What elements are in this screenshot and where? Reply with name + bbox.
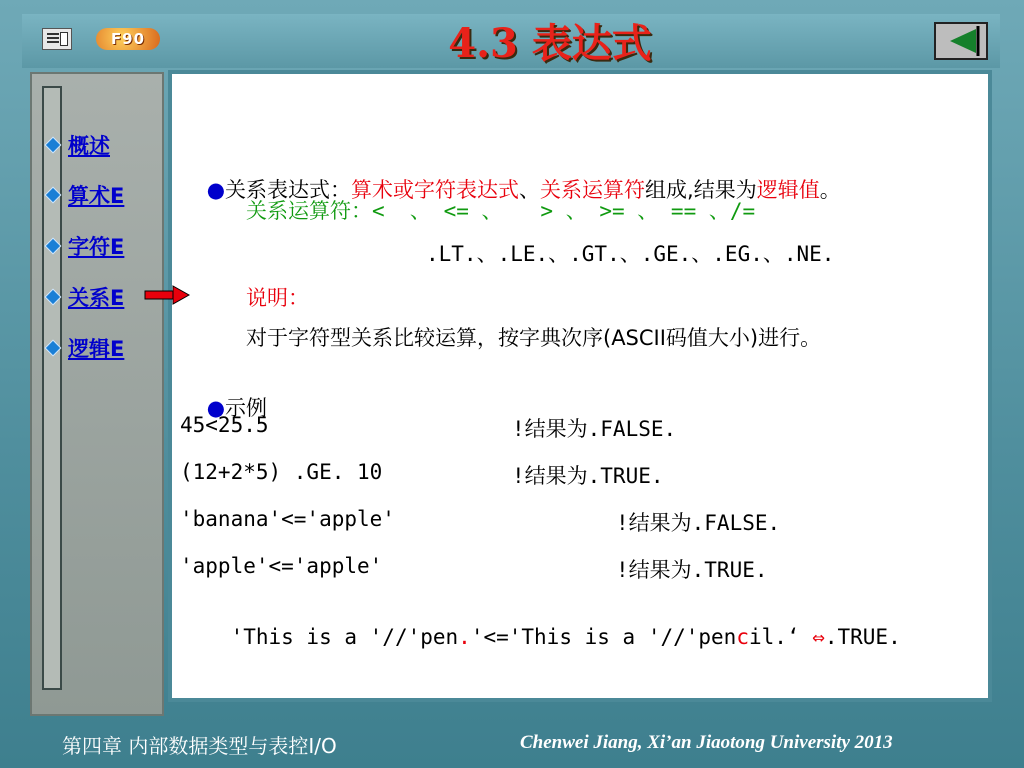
- diamond-bullet-icon: [46, 341, 60, 355]
- diamond-bullet-icon: [46, 239, 60, 253]
- sidebar-item-label[interactable]: 逻辑E: [68, 337, 125, 361]
- fortran-operators-line: .LT.、.LE.、.GT.、.GE.、.EG.、.NE.: [426, 242, 835, 266]
- example-expression: (12+2*5) .GE. 10: [180, 460, 383, 484]
- triangle-left-icon: [936, 24, 986, 58]
- example-concatenation-line: 'This is a '//'pen.'<='This is a '//'pencil.‘ ⇔.TRUE.: [230, 625, 901, 649]
- example-result: !结果为.FALSE.: [616, 511, 781, 535]
- example-heading: ●示例: [206, 396, 268, 420]
- sidebar-item-label[interactable]: 字符E: [68, 235, 125, 259]
- footer-chapter: 第四章 内部数据类型与表控I/O: [62, 734, 337, 758]
- relational-expression-definition: ●关系表达式：算术或字符表达式、关系运算符组成,结果为逻辑值。: [206, 178, 841, 202]
- sidebar-rail: [42, 86, 62, 690]
- sidebar-item-arithmetic[interactable]: [48, 180, 124, 210]
- diamond-bullet-icon: [46, 188, 60, 202]
- sidebar-item-relational[interactable]: [48, 282, 124, 312]
- relational-operators-line: 关系运算符：< 、 <= 、 > 、 >= 、 == 、/=: [246, 199, 756, 223]
- f90-logo: F90: [96, 28, 160, 50]
- example-expression: 'apple'<='apple': [180, 554, 383, 578]
- example-expression: 'banana'<='apple': [180, 507, 395, 531]
- example-result: !结果为.FALSE.: [512, 417, 677, 441]
- sidebar-item-label[interactable]: 概述: [68, 134, 110, 158]
- slide-title: 4.3 表达式: [448, 20, 652, 67]
- red-arrow-icon: [144, 284, 190, 306]
- example-result: !结果为.TRUE.: [616, 558, 768, 582]
- sidebar-item-overview[interactable]: [48, 130, 110, 160]
- example-result: !结果为.TRUE.: [512, 464, 664, 488]
- diamond-bullet-icon: [46, 290, 60, 304]
- diamond-bullet-icon: [46, 138, 60, 152]
- back-button[interactable]: [934, 22, 988, 60]
- bullet-dot: ●: [206, 178, 226, 202]
- example-expression: 45<25.5: [180, 413, 269, 437]
- sidebar-item-label[interactable]: 关系E: [68, 286, 125, 310]
- note-label: 说明：: [246, 286, 309, 310]
- sidebar-item-logical[interactable]: [48, 333, 124, 363]
- sidebar-item-character[interactable]: [48, 231, 124, 261]
- bullet-dot: ●: [206, 396, 226, 420]
- sidebar-item-label[interactable]: 算术E: [68, 184, 125, 208]
- equivalence-icon: ⇔: [812, 625, 825, 649]
- note-text: 对于字符型关系比较运算，按字典次序(ASCII码值大小)进行。: [246, 326, 822, 350]
- footer-credit: Chenwei Jiang, Xi’an Jiaotong University 2013: [520, 732, 893, 753]
- menu-icon[interactable]: [42, 28, 72, 50]
